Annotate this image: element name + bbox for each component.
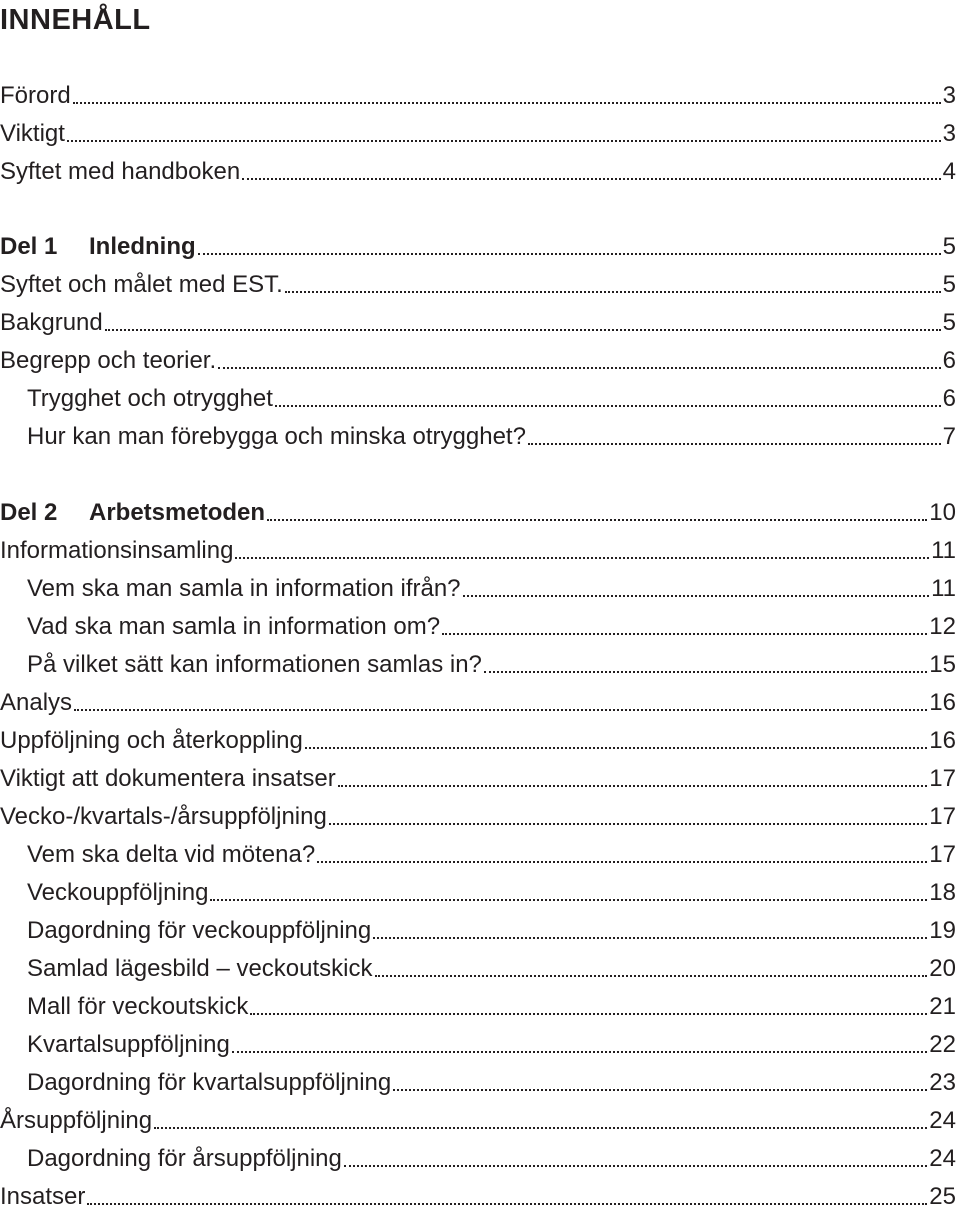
- toc-entry-title: Förord: [0, 82, 71, 109]
- toc-page-number: 17: [929, 803, 956, 830]
- toc-entry-title: Vecko-/kvartals-/årsuppföljning: [0, 803, 327, 830]
- toc-page-number: 12: [929, 613, 956, 640]
- toc-entry: [0, 1180, 956, 1212]
- toc-entry: [0, 990, 956, 1022]
- toc-dot-leader: [154, 1127, 927, 1129]
- toc-entry-title: Informationsinsamling: [0, 537, 234, 564]
- toc-entry-title: Bakgrund: [0, 309, 103, 336]
- toc-entry-title: Analys: [0, 689, 73, 716]
- toc-dot-leader: [275, 405, 941, 407]
- toc-entry: [0, 1066, 956, 1098]
- toc-page-number: 24: [929, 1107, 956, 1134]
- toc-entry: [0, 686, 956, 718]
- toc-page-number: 19: [929, 917, 956, 944]
- toc-part-entry: [0, 496, 956, 528]
- toc-dot-leader: [528, 443, 941, 445]
- toc-page-number: 5: [942, 309, 956, 336]
- toc-page-number: 5: [942, 271, 956, 298]
- toc-dot-leader: [198, 253, 941, 255]
- toc-entry: [0, 572, 956, 604]
- toc-entry-title: Mall för veckoutskick: [27, 993, 249, 1020]
- toc-page-number: 3: [942, 82, 956, 109]
- toc-entry: [0, 268, 956, 300]
- toc-entry-title: Begrepp och teorier.: [0, 347, 217, 374]
- toc-page-number: 7: [942, 423, 956, 450]
- toc-page-number: 6: [942, 347, 956, 374]
- toc-dot-leader: [242, 178, 940, 180]
- toc-entry: [0, 344, 956, 376]
- toc-entry: [0, 155, 956, 187]
- toc-entry: [0, 117, 956, 149]
- toc-page-number: 21: [929, 993, 956, 1020]
- toc-entry: [0, 800, 956, 832]
- toc-dot-leader: [463, 595, 930, 597]
- toc-entry: [0, 382, 956, 414]
- toc-entry: [0, 762, 956, 794]
- toc-dot-leader: [442, 633, 927, 635]
- toc-dot-leader: [285, 291, 941, 293]
- toc-entry-title: Vad ska man samla in information om?: [27, 613, 441, 640]
- toc-entry: [0, 306, 956, 338]
- toc-page-number: 3: [942, 120, 956, 147]
- toc-entry-title: Dagordning för veckouppföljning: [27, 917, 372, 944]
- toc-entry-title: Inledning: [89, 233, 196, 260]
- toc-entry-title: Viktigt att dokumentera insatser: [0, 765, 336, 792]
- toc-dot-leader: [87, 1203, 927, 1205]
- toc-entry-title: Hur kan man förebygga och minska otrygghet?: [27, 423, 526, 450]
- toc-page-number: 11: [931, 575, 956, 602]
- toc-entry: [0, 534, 956, 566]
- toc-dot-leader: [375, 975, 928, 977]
- toc-entry-title: Vem ska delta vid mötena?: [27, 841, 316, 868]
- toc-entry-title: Årsuppföljning: [0, 1107, 153, 1134]
- toc-entry-title: På vilket sätt kan informationen samlas in?: [27, 651, 482, 678]
- toc-page-number: 22: [929, 1031, 956, 1058]
- toc-entry: [0, 1028, 956, 1060]
- toc-dot-leader: [210, 899, 927, 901]
- toc-page-number: 18: [929, 879, 956, 906]
- toc-entry-title: Veckouppföljning: [27, 879, 209, 906]
- toc-page-number: 16: [929, 727, 956, 754]
- toc-entry: [0, 1104, 956, 1136]
- toc-dot-leader: [393, 1089, 927, 1091]
- toc-page-number: 10: [929, 499, 956, 526]
- toc-dot-leader: [250, 1013, 927, 1015]
- toc-dot-leader: [267, 519, 927, 521]
- toc-entry-title: Syftet och målet med EST.: [0, 271, 283, 298]
- toc-page-number: 15: [929, 651, 956, 678]
- toc-entry-title: Vem ska man samla in information ifrån?: [27, 575, 461, 602]
- toc-dot-leader: [338, 785, 928, 787]
- toc-entry: [0, 1142, 956, 1174]
- toc-entry-title: Kvartalsuppföljning: [27, 1031, 230, 1058]
- toc-entry: [0, 724, 956, 756]
- toc-dot-leader: [74, 709, 927, 711]
- toc-entry-title: Trygghet och otrygghet: [27, 385, 273, 412]
- toc-entry: [0, 838, 956, 870]
- toc-page-number: 6: [942, 385, 956, 412]
- toc-part-number: Del 1: [0, 233, 58, 260]
- toc-page-number: 25: [929, 1183, 956, 1210]
- toc-entry-title: Arbetsmetoden: [89, 499, 266, 526]
- toc-dot-leader: [317, 861, 927, 863]
- toc-dot-leader: [373, 937, 927, 939]
- toc-dot-leader: [344, 1165, 927, 1167]
- toc-heading: INNEHÅLL: [0, 4, 151, 36]
- toc-page-number: 23: [929, 1069, 956, 1096]
- toc-entry-title: Samlad lägesbild – veckoutskick: [27, 955, 373, 982]
- toc-dot-leader: [484, 671, 927, 673]
- toc-entry: [0, 914, 956, 946]
- toc-entry-title: Uppföljning och återkoppling: [0, 727, 303, 754]
- toc-part-number: Del 2: [0, 499, 58, 526]
- toc-dot-leader: [105, 329, 941, 331]
- toc-page-number: 11: [931, 537, 956, 564]
- toc-page-number: 24: [929, 1145, 956, 1172]
- toc-dot-leader: [232, 1051, 928, 1053]
- toc-dot-leader: [235, 557, 929, 559]
- toc-entry: [0, 648, 956, 680]
- toc-entry: [0, 79, 956, 111]
- toc-page-number: 17: [929, 841, 956, 868]
- toc-entry-title: Viktigt: [0, 120, 65, 147]
- toc-entry: [0, 420, 956, 452]
- toc-dot-leader: [218, 367, 941, 369]
- toc-dot-leader: [329, 823, 927, 825]
- toc-dot-leader: [67, 140, 941, 142]
- toc-page-number: 16: [929, 689, 956, 716]
- toc-part-entry: [0, 230, 956, 262]
- toc-page-number: 17: [929, 765, 956, 792]
- toc-dot-leader: [305, 747, 927, 749]
- toc-dot-leader: [73, 102, 941, 104]
- toc-entry-title: Syftet med handboken: [0, 158, 241, 185]
- toc-entry: [0, 876, 956, 908]
- toc-entry: [0, 610, 956, 642]
- toc-entry-title: Dagordning för kvartalsuppföljning: [27, 1069, 392, 1096]
- toc-entry-title: Dagordning för årsuppföljning: [27, 1145, 342, 1172]
- toc-page-number: 5: [942, 233, 956, 260]
- toc-entry-title: Insatser: [0, 1183, 86, 1210]
- toc-page-number: 4: [942, 158, 956, 185]
- toc-page-number: 20: [929, 955, 956, 982]
- toc-entry: [0, 952, 956, 984]
